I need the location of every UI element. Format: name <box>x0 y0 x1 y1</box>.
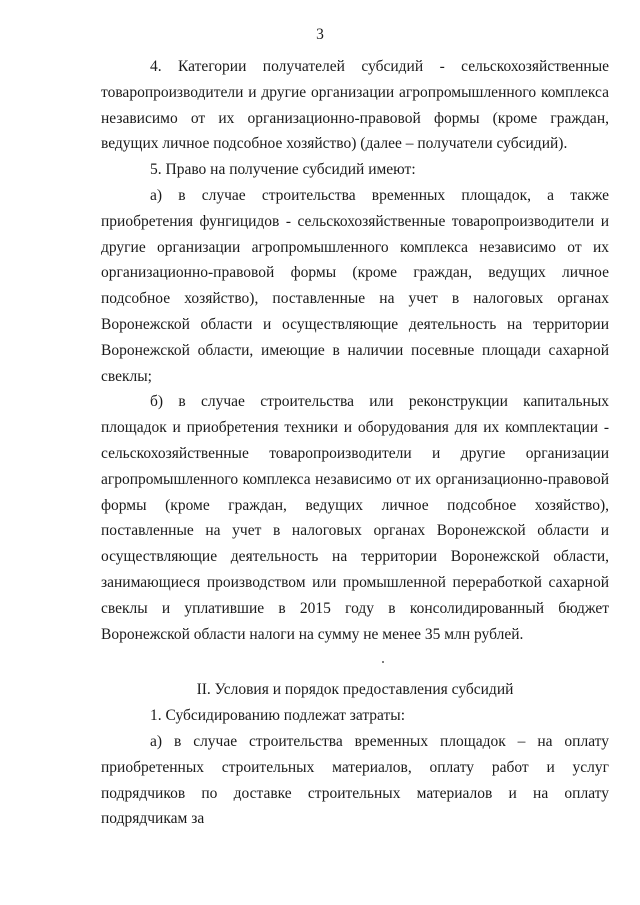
document-body <box>101 54 609 832</box>
section-paragraph-1: 1. Субсидированию подлежат затраты: <box>150 707 406 725</box>
section-heading: II. Условия и порядок предоставления субсидий <box>196 681 514 699</box>
paragraph-item-5b: б) в случае строительства или реконструкции капитальных площадок и приобретения техники и оборудования для их комплектации - сельскохозяйственные товаропроизводители и другие организации агропромышленного комплекса независимо от их организационно-правовой формы (кроме граждан, ведущих личное подсобное хозяйство), поставленные на учет в налоговых органах Воронежской области и осуществляющие деятельность на территории Воронежской области, занимающиеся производством или промышленной переработкой сахарной свеклы и уплатившие в 2015 году в консолидированный бюджет Воронежской области налоги на сумму не менее 35 млн рублей. <box>101 393 609 643</box>
paragraph-item-5: 5. Право на получение субсидий имеют: <box>150 161 416 179</box>
section-paragraph-1a: а) в случае строительства временных площадок – на оплату приобретенных строительных материалов, оплату работ и услуг подрядчиков по доставке строительных материалов и на оплату подрядчикам за <box>101 732 609 828</box>
paragraph-item-5a: а) в случае строительства временных площадок, а также приобретения фунгицидов - сельскохозяйственные товаропроизводители и другие организации агропромышленного комплекса независимо от их организационно-правовой формы (кроме граждан, ведущих личное подсобное хозяйство), поставленные на учет в налоговых органах Воронежской области и осуществляющие деятельность на территории Воронежской области, имеющие в наличии посевные площади сахарной свеклы; <box>101 186 609 385</box>
paragraph-item-4: 4. Категории получателей субсидий - сельскохозяйственные товаропроизводители и другие организации агропромышленного комплекса независимо от их организационно-правовой формы (кроме граждан, ведущих личное подсобное хозяйство) (далее – получатели субсидий). <box>101 58 609 153</box>
scan-speck <box>382 661 384 663</box>
page-number: 3 <box>316 26 324 43</box>
